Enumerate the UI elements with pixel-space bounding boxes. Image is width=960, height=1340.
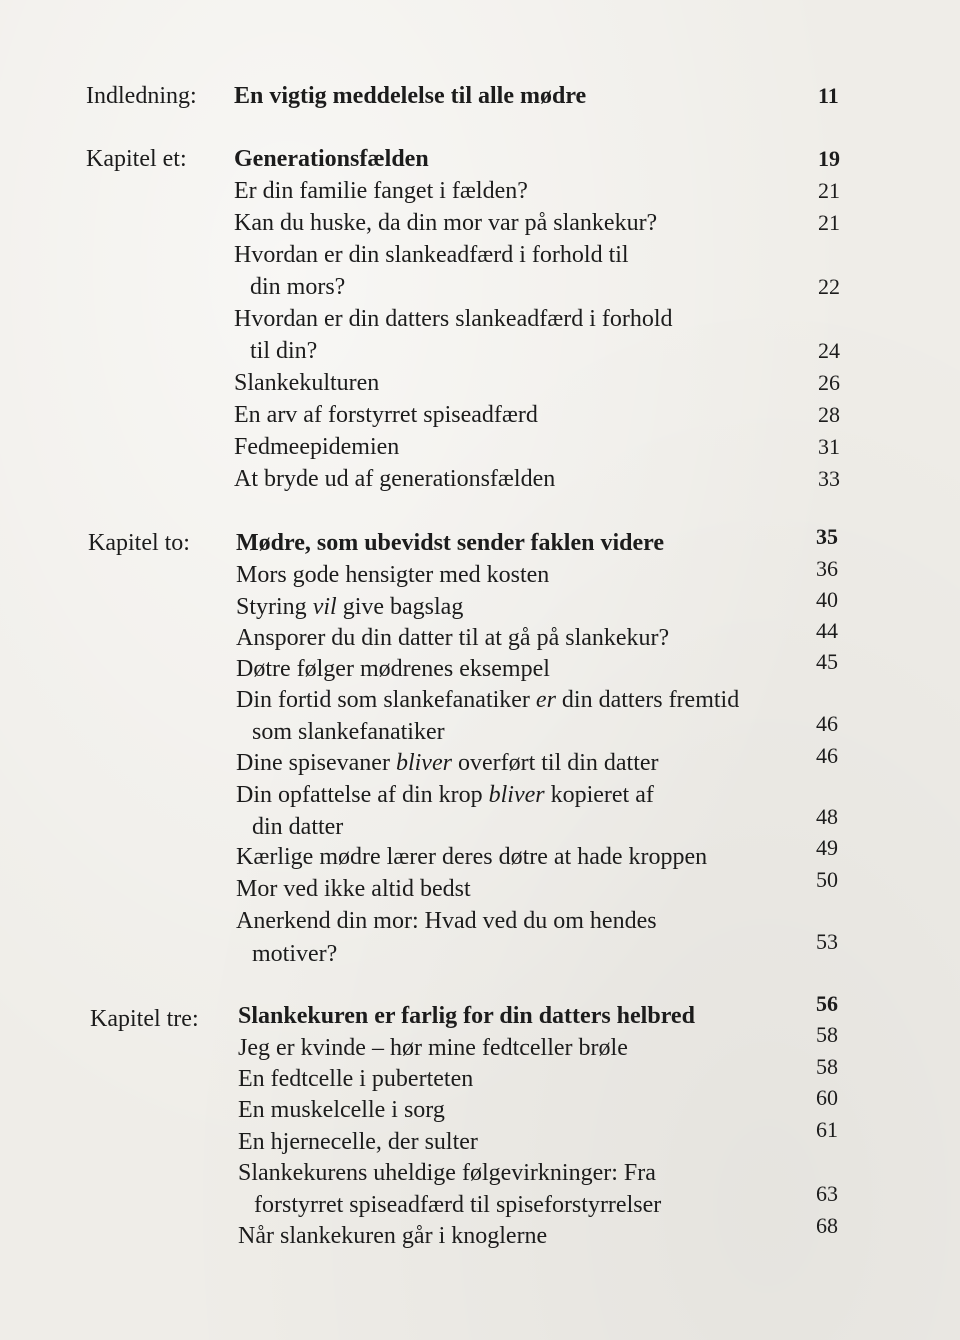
toc-entry: Mor ved ikke altid bedst xyxy=(236,876,471,902)
toc-page-number: 46 xyxy=(816,711,838,736)
toc-entry: Jeg er kvinde – hør mine fedtceller brøle xyxy=(238,1035,628,1061)
toc-entry: Når slankekuren går i knoglerne xyxy=(238,1223,548,1249)
toc-page-number: 60 xyxy=(816,1085,838,1110)
toc-entry: Mors gode hensigter med kosten xyxy=(236,562,550,588)
emphasis: bliver xyxy=(488,782,545,808)
toc-page-number: 11 xyxy=(818,83,839,108)
toc-entry: Hvordan er din slankeadfærd i forhold til xyxy=(234,242,629,268)
toc-page-number: 40 xyxy=(816,587,838,612)
toc-page-number: 31 xyxy=(818,434,840,459)
toc-page-number: 49 xyxy=(816,835,838,860)
toc-entry: En muskelcelle i sorg xyxy=(238,1097,445,1123)
toc-entry: Din opfattelse af din krop bliver kopieret af xyxy=(236,782,654,808)
toc-entry: Dine spisevaner bliver overført til din datter xyxy=(236,750,659,776)
toc-page-number: 45 xyxy=(816,649,838,674)
toc-page-number: 22 xyxy=(818,274,840,299)
toc-page-number: 58 xyxy=(816,1022,838,1047)
toc-page-number: 35 xyxy=(816,524,838,549)
toc-entry: Din fortid som slankefanatiker er din datters fremtid xyxy=(236,687,740,713)
toc-page-number: 24 xyxy=(818,338,840,363)
toc-entry: Anerkend din mor: Hvad ved du om hendes xyxy=(236,908,657,934)
toc-page-number: 44 xyxy=(816,618,838,643)
toc-page-number: 50 xyxy=(816,867,838,892)
toc-entry: At bryde ud af generationsfælden xyxy=(234,466,556,492)
toc-entry: Fedmeepidemien xyxy=(234,434,400,460)
toc-entry-title: Mødre, som ubevidst sender faklen videre xyxy=(236,530,665,556)
toc-entry-continuation: som slankefanatiker xyxy=(252,719,445,745)
toc-entry-title: Slankekuren er farlig for din datters helbred xyxy=(238,1003,695,1029)
section-label: Kapitel et: xyxy=(86,146,187,172)
toc-page-number: 46 xyxy=(816,743,838,768)
toc-entry: Styring vil give bagslag xyxy=(236,594,464,620)
toc-page-number: 68 xyxy=(816,1213,838,1238)
toc-page-number: 19 xyxy=(818,146,840,171)
toc-entry: Kærlige mødre lærer deres døtre at hade kroppen xyxy=(236,844,708,870)
toc-entry: Er din familie fanget i fælden? xyxy=(234,178,528,204)
toc-entry-continuation: din mors? xyxy=(250,274,346,300)
toc-entry: En hjernecelle, der sulter xyxy=(238,1129,478,1155)
toc-entry-continuation: din datter xyxy=(252,814,344,840)
emphasis: vil xyxy=(312,594,337,620)
toc-entry: Slankekurens uheldige følgevirkninger: Fra xyxy=(238,1160,656,1186)
toc-entry-continuation: forstyrret spiseadfærd til spiseforstyrrelser xyxy=(254,1192,662,1218)
toc-entry: Døtre følger mødrenes eksempel xyxy=(236,656,550,682)
toc-page-number: 26 xyxy=(818,370,840,395)
toc-entry: Kan du huske, da din mor var på slankekur? xyxy=(234,210,658,236)
toc-page-number: 28 xyxy=(818,402,840,427)
emphasis: er xyxy=(535,687,556,713)
toc-page-number: 48 xyxy=(816,804,838,829)
toc-entry: En fedtcelle i puberteten xyxy=(238,1066,474,1092)
toc-page-number: 21 xyxy=(818,178,840,203)
toc-page-number: 36 xyxy=(816,556,838,581)
section-label: Kapitel to: xyxy=(88,530,190,556)
toc-page-number: 53 xyxy=(816,929,838,954)
section-label: Kapitel tre: xyxy=(90,1006,199,1032)
toc-page-number: 63 xyxy=(816,1181,838,1206)
toc-entry-continuation: motiver? xyxy=(252,941,338,967)
toc-entry: Ansporer du din datter til at gå på slankekur? xyxy=(236,625,670,651)
emphasis: bliver xyxy=(395,750,452,776)
toc-page-number: 33 xyxy=(818,466,840,491)
toc-entry: Hvordan er din datters slankeadfærd i forhold xyxy=(234,306,673,332)
toc-page-number: 21 xyxy=(818,210,840,235)
toc-entry: Slankekulturen xyxy=(234,370,380,396)
toc-entry-continuation: til din? xyxy=(250,338,318,364)
toc-entry-title: En vigtig meddelelse til alle mødre xyxy=(234,83,587,109)
toc-entry: En arv af forstyrret spiseadfærd xyxy=(234,402,538,428)
section-label: Indledning: xyxy=(86,83,197,109)
toc-page-number: 56 xyxy=(816,991,838,1016)
toc-entry-title: Generationsfælden xyxy=(234,146,429,172)
toc-page-number: 61 xyxy=(816,1117,838,1142)
toc-page-number: 58 xyxy=(816,1054,838,1079)
